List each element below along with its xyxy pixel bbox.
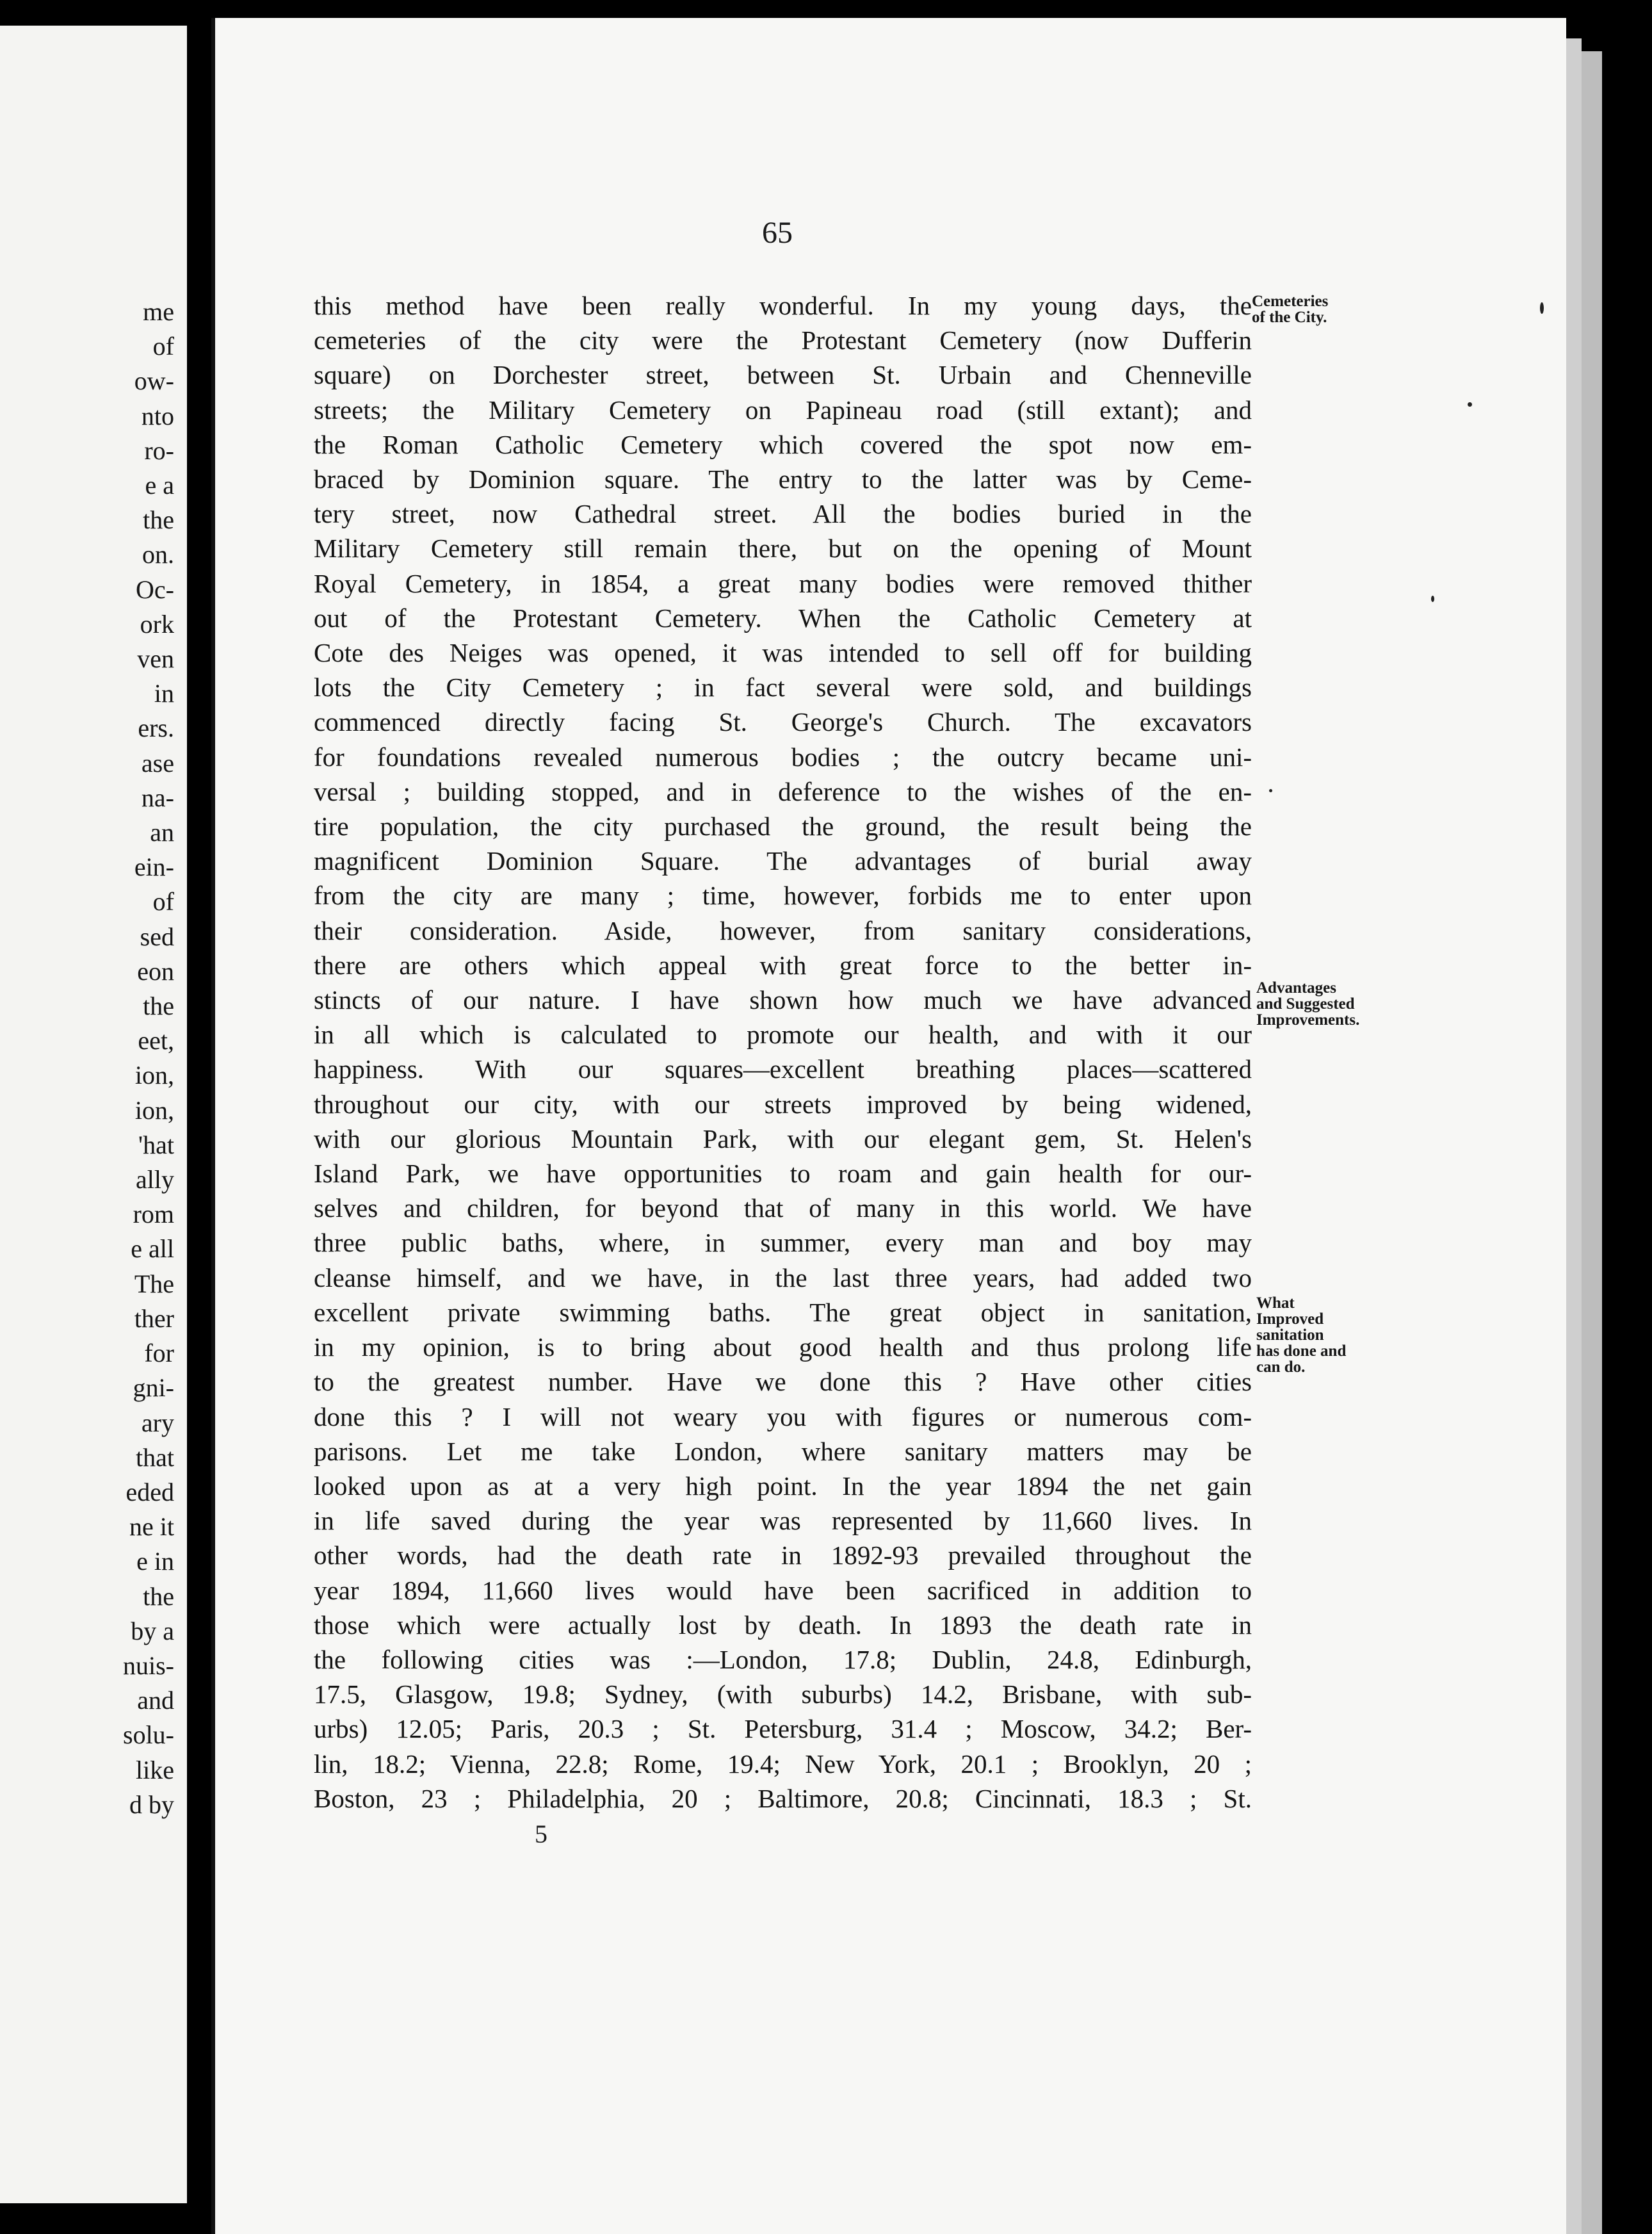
left-text-fragment: gni- xyxy=(133,1373,174,1403)
left-text-fragment: of xyxy=(152,887,174,917)
text-line: parisons. Let me take London, where sanitary matters may be xyxy=(314,1436,1252,1466)
left-text-fragment: an xyxy=(150,818,174,847)
left-text-fragment: by a xyxy=(131,1616,174,1645)
scan-speck xyxy=(1468,402,1472,407)
text-line: Cote des Neiges was opened, it was intended to sell off for building xyxy=(314,638,1252,668)
text-line: the Roman Catholic Cemetery which covered the spot now em- xyxy=(314,429,1252,459)
left-text-fragment: the xyxy=(143,1581,174,1611)
text-line: streets; the Military Cemetery on Papineau road (still extant); and xyxy=(314,395,1252,425)
text-line: Military Cemetery still remain there, but on the opening of Mount xyxy=(314,534,1252,564)
sidenote-line: has done and xyxy=(1256,1342,1347,1360)
left-text-fragment: ion, xyxy=(134,1095,174,1125)
scan-speck xyxy=(1540,302,1544,314)
left-text-fragment: solu- xyxy=(123,1720,174,1750)
left-text-fragment: for xyxy=(144,1339,174,1368)
left-text-fragment: ally xyxy=(136,1165,174,1194)
sidenote-line: What xyxy=(1256,1294,1295,1312)
sidenote-line: can do. xyxy=(1256,1358,1306,1376)
text-line: braced by Dominion square. The entry to the latter was by Ceme- xyxy=(314,464,1252,494)
left-text-fragment: d by xyxy=(129,1790,174,1819)
left-text-fragment: The xyxy=(134,1269,174,1298)
text-line: 17.5, Glasgow, 19.8; Sydney, (with suburbs) 14.2, Brisbane, with sub- xyxy=(314,1679,1252,1709)
left-text-fragment: the xyxy=(143,991,174,1021)
text-line: done this ? I will not weary you with figures or numerous com- xyxy=(314,1401,1252,1431)
left-text-fragment: of xyxy=(152,332,174,361)
sidenote-line: of the City. xyxy=(1252,309,1327,326)
text-line: from the city are many ; time, however, forbids me to enter upon xyxy=(314,881,1252,911)
text-line: in life saved during the year was represented by 11,660 lives. In xyxy=(314,1506,1252,1536)
sidenote-line: Cemeteries xyxy=(1252,293,1329,310)
text-line: for foundations revealed numerous bodies ; the outcry became uni- xyxy=(314,742,1252,772)
sidenote-line: and Suggested xyxy=(1256,995,1355,1013)
left-text-fragment: ro- xyxy=(144,436,174,465)
left-text-fragment: e all xyxy=(131,1234,174,1264)
scan-speck xyxy=(1269,789,1272,792)
text-line: with our glorious Mountain Park, with our elegant gem, St. Helen's xyxy=(314,1123,1252,1154)
text-line: throughout our city, with our streets improved by being widened, xyxy=(314,1089,1252,1119)
left-text-fragment: ion, xyxy=(134,1061,174,1090)
left-text-fragment: e a xyxy=(145,471,174,500)
text-line: urbs) 12.05; Paris, 20.3 ; St. Petersburg, 31.4 ; Moscow, 34.2; Ber- xyxy=(314,1714,1252,1744)
sidenote-line: sanitation xyxy=(1256,1326,1324,1344)
text-line: magnificent Dominion Square. The advantages of burial away xyxy=(314,846,1252,876)
text-line: to the greatest number. Have we done this ? Have other cities xyxy=(314,1367,1252,1397)
text-line: tire population, the city purchased the ground, the result being the xyxy=(314,811,1252,842)
sidenote-line: Improved xyxy=(1256,1310,1324,1328)
left-text-fragment: nuis- xyxy=(123,1651,174,1680)
page-edge-back xyxy=(1582,51,1602,2234)
text-line: selves and children, for beyond that of many in this world. We have xyxy=(314,1193,1252,1223)
left-text-fragment: Oc- xyxy=(136,575,174,604)
text-line: lots the City Cemetery ; in fact several were sold, and buildings xyxy=(314,673,1252,703)
left-text-fragment: ers. xyxy=(138,713,174,743)
text-line: square) on Dorchester street, between St. Urbain and Chenneville xyxy=(314,360,1252,390)
text-line: in all which is calculated to promote our health, and with it our xyxy=(314,1020,1252,1050)
body-text xyxy=(314,288,1252,1816)
left-text-fragment: eet, xyxy=(138,1026,174,1056)
text-line: tery street, now Cathedral street. All the bodies buried in the xyxy=(314,499,1252,529)
left-text-fragment: na- xyxy=(141,783,174,812)
left-text-fragment: that xyxy=(136,1442,174,1472)
text-line: Royal Cemetery, in 1854, a great many bodies were removed thither xyxy=(314,568,1252,598)
left-text-fragment: like xyxy=(136,1755,174,1784)
text-line: excellent private swimming baths. The great object in sanitation, xyxy=(314,1297,1252,1327)
left-text-fragment: sed xyxy=(140,922,174,951)
text-line: happiness. With our squares—excellent breathing places—scattered xyxy=(314,1054,1252,1084)
left-text-fragment: ne it xyxy=(129,1512,174,1542)
text-line: their consideration. Aside, however, from sanitary considerations, xyxy=(314,915,1252,945)
text-line: versal ; building stopped, and in deference to the wishes of the en- xyxy=(314,776,1252,806)
text-line: in my opinion, is to bring about good health and thus prolong life xyxy=(314,1332,1252,1362)
text-line: year 1894, 11,660 lives would have been sacrificed in addition to xyxy=(314,1575,1252,1605)
left-text-fragment: ther xyxy=(134,1303,174,1333)
left-text-fragment: ary xyxy=(141,1408,174,1437)
text-line: this method have been really wonderful. In my young days, the xyxy=(314,291,1252,320)
left-text-fragment: ase xyxy=(141,748,174,778)
text-line: there are others which appeal with great force to the better in- xyxy=(314,950,1252,980)
left-text-fragment: and xyxy=(137,1686,174,1715)
text-line: Island Park, we have opportunities to roam and gain health for our- xyxy=(314,1159,1252,1189)
left-text-fragment: rom xyxy=(133,1200,174,1229)
text-line: the following cities was :—London, 17.8; Dublin, 24.8, Edinburgh, xyxy=(314,1644,1252,1674)
left-text-fragment: ork xyxy=(140,609,174,639)
text-line: commenced directly facing St. George's Church. The excavators xyxy=(314,707,1252,737)
page-number: 65 xyxy=(762,216,793,250)
text-line: other words, had the death rate in 1892-93 prevailed throughout the xyxy=(314,1540,1252,1570)
sidenote-line: Improvements. xyxy=(1256,1011,1360,1029)
left-text-fragment: on. xyxy=(142,540,174,569)
left-text-fragment: e in xyxy=(136,1547,174,1576)
left-text-fragment: me xyxy=(143,297,174,326)
left-page-text-fragments xyxy=(123,295,174,1822)
text-line: looked upon as at a very high point. In the year 1894 the net gain xyxy=(314,1471,1252,1501)
left-text-fragment: ven xyxy=(137,644,174,674)
sidenote-cemeteries xyxy=(1252,293,1328,325)
left-text-fragment: eon xyxy=(137,956,174,986)
scan-speck xyxy=(1431,596,1434,602)
left-text-fragment: 'hat xyxy=(138,1130,174,1159)
text-line: those which were actually lost by death. In 1893 the death rate in xyxy=(314,1610,1252,1640)
left-text-fragment: nto xyxy=(141,401,174,430)
left-facing-page xyxy=(0,26,187,2203)
text-line: three public baths, where, in summer, every man and boy may xyxy=(314,1228,1252,1258)
left-text-fragment: ow- xyxy=(134,366,174,396)
sidenote-what-improved xyxy=(1256,1295,1346,1375)
left-text-fragment: the xyxy=(143,505,174,535)
sidenote-line: Advantages xyxy=(1256,979,1337,997)
signature-mark: 5 xyxy=(535,1820,547,1848)
text-line: out of the Protestant Cemetery. When the Catholic Cemetery at xyxy=(314,603,1252,633)
text-line: lin, 18.2; Vienna, 22.8; Rome, 19.4; New York, 20.1 ; Brooklyn, 20 ; xyxy=(314,1749,1252,1779)
sidenote-advantages xyxy=(1256,980,1359,1028)
text-line: cemeteries of the city were the Protestant Cemetery (now Dufferin xyxy=(314,325,1252,355)
text-line: cleanse himself, and we have, in the last three years, had added two xyxy=(314,1262,1252,1292)
text-line: stincts of our nature. I have shown how much we have advanced xyxy=(314,985,1252,1015)
left-text-fragment: ein- xyxy=(134,852,174,882)
left-text-fragment: in xyxy=(154,679,174,708)
text-line: Boston, 23 ; Philadelphia, 20 ; Baltimore, 20.8; Cincinnati, 18.3 ; St. xyxy=(314,1783,1252,1813)
left-text-fragment: eded xyxy=(126,1477,174,1506)
